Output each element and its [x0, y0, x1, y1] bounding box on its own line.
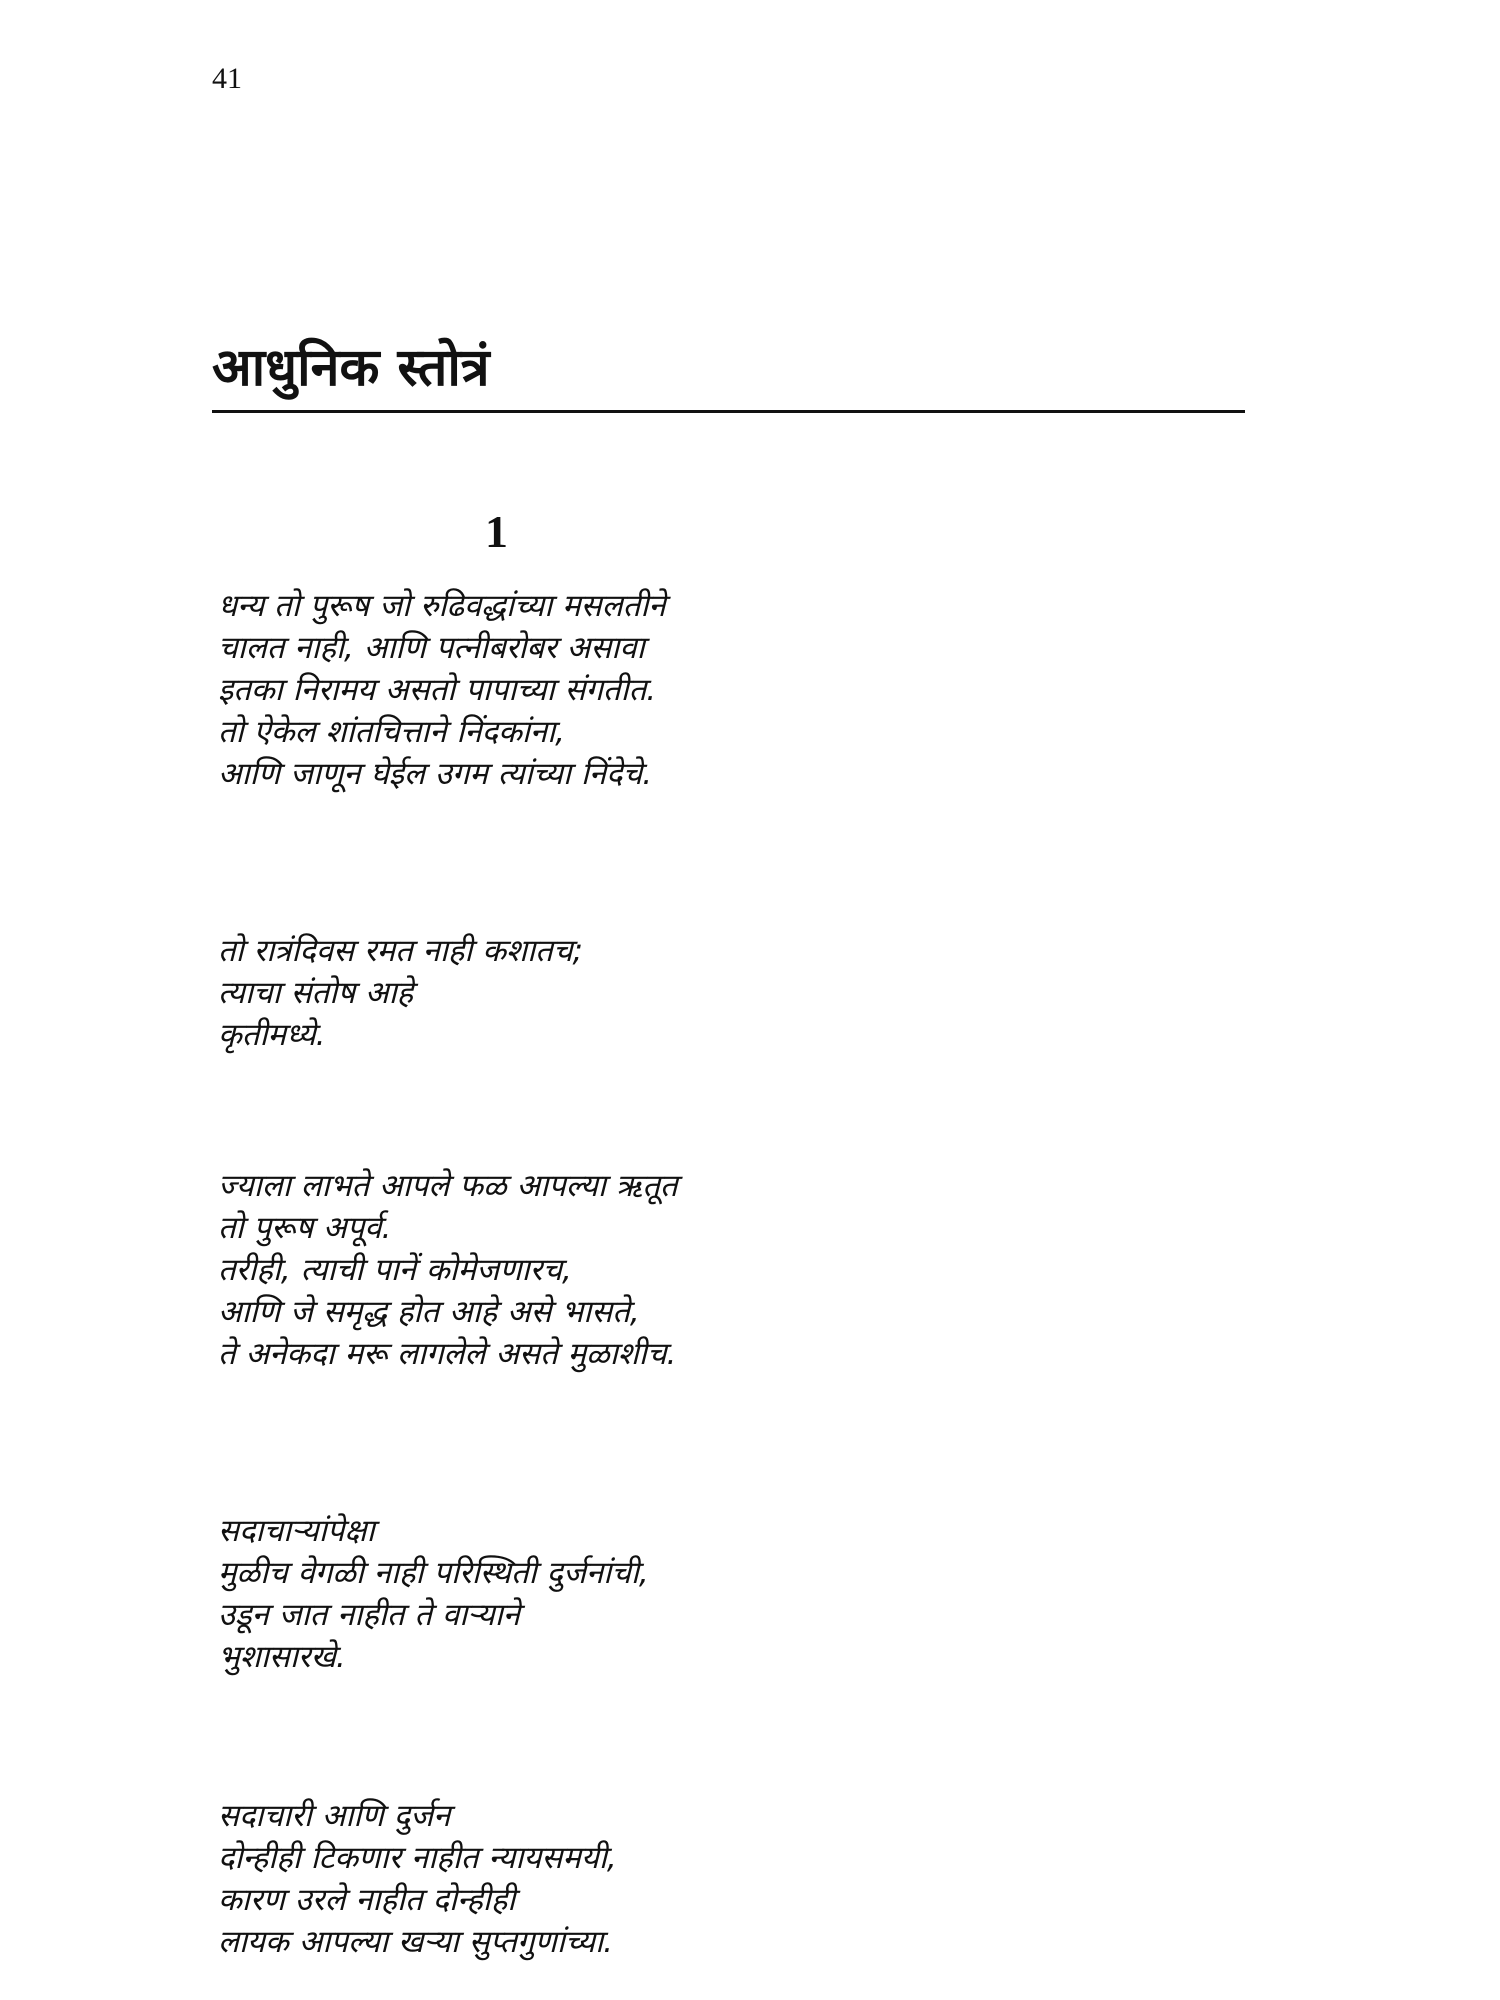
poem-line: तो रात्रंदिवस रमत नाही कशातच; — [218, 933, 583, 969]
stanza-2 — [218, 930, 583, 1056]
poem-line: ते अनेकदा मरू लागलेले असते मुळाशीच. — [218, 1336, 677, 1372]
section-number: 1 — [485, 506, 508, 557]
poem-line: आणि जे समृद्ध होत आहे असे भासते, — [218, 1294, 640, 1330]
poem-line: तरीही, त्याची पानें कोमेजणारच, — [218, 1252, 572, 1288]
poem-line: ज्याला लाभते आपले फळ आपल्या ऋतूत — [218, 1168, 678, 1204]
poem-line: सदाचाऱ्यांपेक्षा — [218, 1513, 375, 1549]
stanza-4 — [218, 1510, 649, 1678]
stanza-3 — [218, 1165, 678, 1375]
poem-line: धन्य तो पुरूष जो रुढिवद्धांच्या मसलतीने — [218, 588, 666, 624]
poem-line: मुळीच वेगळी नाही परिस्थिती दुर्जनांची, — [218, 1555, 649, 1591]
poem-line: दोन्हीही टिकणार नाहीत न्यायसमयी, — [218, 1840, 617, 1876]
poem-line: उडून जात नाहीत ते वाऱ्याने — [218, 1597, 521, 1633]
poem-line: तो पुरूष अपूर्व. — [218, 1210, 392, 1246]
stanza-1 — [218, 585, 666, 795]
poem-line: कृतीमध्ये. — [218, 1017, 326, 1053]
poem-line: सदाचारी आणि दुर्जन — [218, 1798, 451, 1834]
poem-line: चालत नाही, आणि पत्नीबरोबर असावा — [218, 630, 645, 666]
poem-line: लायक आपल्या खऱ्या सुप्तगुणांच्या. — [218, 1924, 614, 1960]
poem-line: तो ऐकेल शांतचित्ताने निंदकांना, — [218, 714, 565, 750]
poem-line: इतका निरामय असतो पापाच्या संगतीत. — [218, 672, 657, 708]
poem-line: कारण उरले नाहीत दोन्हीही — [218, 1882, 516, 1918]
page-title: आधुनिक स्तोत्रं — [212, 338, 490, 398]
title-rule — [212, 410, 1245, 413]
poem-line: भुशासारखे. — [218, 1639, 346, 1675]
poem-line: आणि जाणून घेईल उगम त्यांच्या निंदेचे. — [218, 756, 653, 792]
poem-line: त्याचा संतोष आहे — [218, 975, 414, 1011]
stanza-5 — [218, 1795, 617, 1963]
page-number: 41 — [212, 62, 242, 95]
